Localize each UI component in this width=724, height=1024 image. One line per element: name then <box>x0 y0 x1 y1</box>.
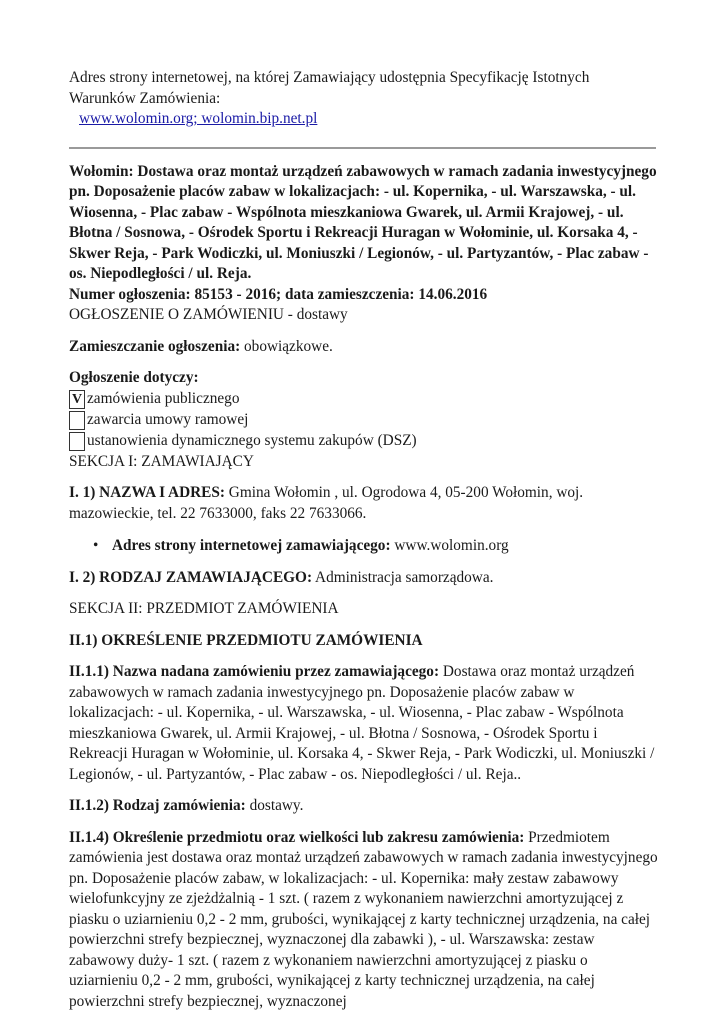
section2-name-value: Dostawa oraz montaż urządzeń zabawowych w ramach zadania inwestycyjnego pn. Doposażenie placów zabaw w lokalizacjach: - ul. Kopernika, - ul. Warszawska, - ul. Wiosenna, - Plac zabaw - Wspólnota mieszkaniowa Gwarek, ul. Armii Krajowej, - ul. Błotna / Sosnowa, - Ośrodek Sportu i Rekreacji Huragan w Wołominie, ul. Korsaka 4, - Skwer Reja, - Park Wodiczki, ul. Moniuszki / Legionów, - ul. Partyzantów, - Plac zabaw - os. Niepodległości / ul. Reja.. <box>69 663 655 783</box>
section2-kind-value: dostawy. <box>245 797 304 814</box>
section2-heading: SEKCJA II: PRZEDMIOT ZAMÓWIENIA <box>69 600 339 617</box>
section1-heading: SEKCJA I: ZAMAWIAJĄCY <box>69 452 254 470</box>
notice-number-text: Numer ogłoszenia: 85153 - 2016; data zamieszczenia: 14.06.2016 <box>69 285 488 303</box>
section2-subheading <box>69 631 659 652</box>
placement-value: obowiązkowe. <box>240 337 333 355</box>
siwz-intro-text: Adres strony internetowej, na której Zamawiający udostępnia Specyfikację Istotnych Warunków Zamówienia: <box>69 69 590 107</box>
siwz-url-link[interactable]: www.wolomin.org; wolomin.bip.net.pl <box>79 110 318 127</box>
section1-website-item <box>112 536 659 557</box>
concerns-option-framework <box>69 410 659 431</box>
section1-name-address <box>69 483 659 524</box>
section2-name <box>69 662 659 785</box>
concerns-option-label: zamówienia publicznego <box>87 389 240 407</box>
placement-label: Zamieszczanie ogłoszenia: <box>69 337 241 355</box>
section1-name-value: Gmina Wołomin , ul. Ogrodowa 4, 05-200 Wołomin, woj. mazowieckie, tel. 22 7633000, faks 22 7633066. <box>69 484 584 522</box>
section1-name-label: I. 1) NAZWA I ADRES: <box>69 484 225 501</box>
siwz-url-line <box>69 109 659 130</box>
placement-paragraph <box>69 337 659 358</box>
section1-website-value: www.wolomin.org <box>390 537 509 554</box>
section2-name-label: II.1.1) Nazwa nadana zamówieniu przez zamawiającego: <box>69 663 440 680</box>
concerns-option-label: zawarcia umowy ramowej <box>87 410 249 428</box>
section2-scope <box>69 828 659 1013</box>
document-page <box>69 68 659 1012</box>
concerns-label: Ogłoszenie dotyczy: <box>69 369 199 386</box>
section1-bullet-list <box>69 536 659 557</box>
checkbox-unchecked[interactable] <box>69 432 85 451</box>
horizontal-divider <box>69 147 656 149</box>
document-title: Wołomin: Dostawa oraz montaż urządzeń zabawowych w ramach zadania inwestycyjnego pn. Doposażenie placów zabaw w lokalizacjach: - ul. Kopernika, - ul. Warszawska, - ul. Wiosenna, - Plac zabaw - Wspólnota mieszkaniowa Gwarek, ul. Armii Krajowej, - ul. Błotna / Sosnowa, - Ośrodek Sportu i Rekreacji Huragan w Wołominie, ul. Korsaka 4, - Skwer Reja, - Park Wodiczki, ul. Moniuszki / Legionów, - ul. Partyzantów, - Plac zabaw - os. Niepodległości / ul. Reja. <box>69 162 657 282</box>
checkbox-checked[interactable]: V <box>69 390 85 409</box>
section2-scope-value: Przedmiotem zamówienia jest dostawa oraz montaż urządzeń zabawowych w ramach zadania inwestycyjnego pn. Doposażenie placów zabaw, w lokalizacjach: - ul. Kopernika: mały zestaw zabawowy wielofunkcyjny ze zjeżdżalnią - 1 szt. ( razem z wykonaniem nawierzchni amortyzującej z piasku o uziarnieniu 0,2 - 2 mm, grubości, wynikającej z karty technicznej urządzenia, na całej powierzchni strefy bezpiecznej, wyznaczonej dla zabawki ), - ul. Warszawska: zestaw zabawowy duży- 1 szt. ( razem z wykonaniem nawierzchni amortyzującej z piasku o uziarnieniu 0,2 - 2 mm, grubości, wynikającej z karty technicznej urządzenia, na całej powierzchni strefy bezpiecznej, wyznaczonej <box>69 828 658 1010</box>
section2-scope-label: II.1.4) Określenie przedmiotu oraz wielkości lub zakresu zamówienia: <box>69 828 525 846</box>
section2-kind <box>69 796 659 817</box>
section1-type-value: Administracja samorządowa. <box>312 568 494 586</box>
notice-number <box>69 285 659 306</box>
concerns-option-dsz <box>69 431 659 452</box>
section2-subheading-text: II.1) OKREŚLENIE PRZEDMIOTU ZAMÓWIENIA <box>69 631 423 649</box>
concerns-heading <box>69 368 659 389</box>
section2-kind-label: II.1.2) Rodzaj zamówienia: <box>69 797 246 814</box>
notice-type: OGŁOSZENIE O ZAMÓWIENIU - dostawy <box>69 306 348 323</box>
checkbox-unchecked[interactable] <box>69 411 85 430</box>
section1-type-label: I. 2) RODZAJ ZAMAWIAJĄCEGO: <box>69 568 313 586</box>
section1-website-label: Adres strony internetowej zamawiającego: <box>112 537 391 554</box>
section1-type <box>69 568 659 589</box>
concerns-option-public <box>69 389 659 410</box>
concerns-option-label: ustanowienia dynamicznego systemu zakupów (DSZ) <box>87 431 417 449</box>
